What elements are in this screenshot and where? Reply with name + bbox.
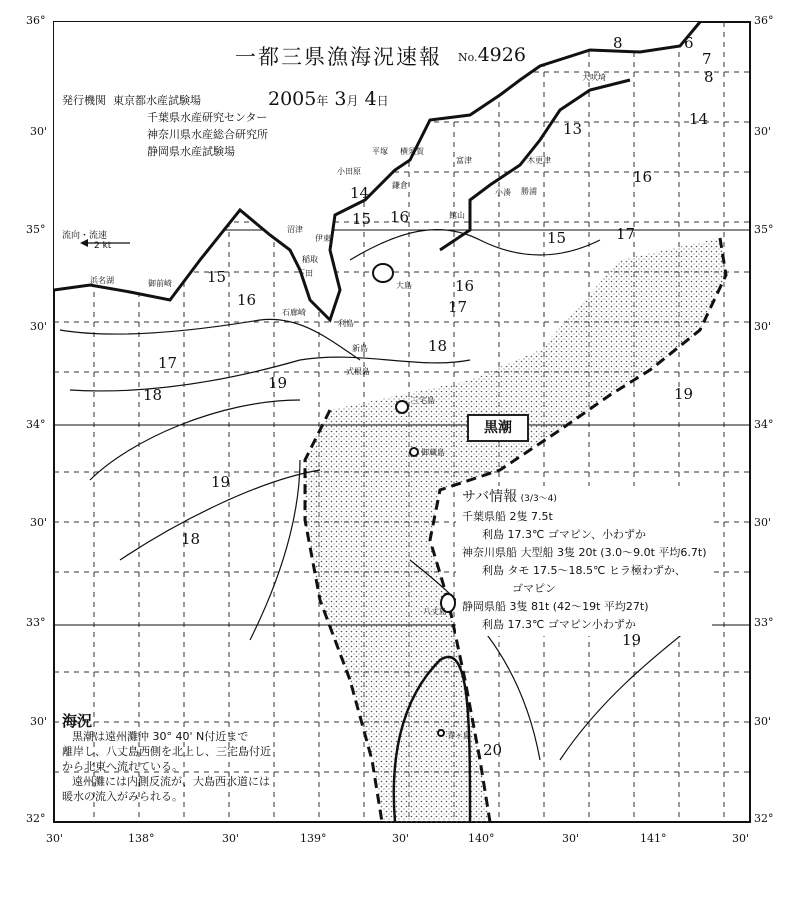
issue-number-value: 4926 — [477, 44, 526, 66]
place-label: 大島 — [396, 281, 412, 290]
summary-line: 遠州灘には内側反流が、大島西水道には — [72, 775, 270, 788]
place-label: 横須賀 — [400, 147, 424, 156]
place-label: 勝浦 — [521, 187, 537, 196]
place-label: 大吠埼 — [582, 73, 606, 82]
lat-label: 36° — [26, 14, 46, 27]
lon-label: 30' — [46, 832, 64, 845]
saba-line: 利島 タモ 17.5～18.5℃ ヒラ極わずか、 — [482, 564, 686, 577]
place-label: 御蔵島 — [421, 448, 445, 457]
contour-label: 18 — [181, 530, 201, 548]
publisher-row-1 — [62, 92, 268, 109]
current-legend-speed: 2 kt — [94, 241, 112, 251]
lat-label: 34° — [26, 418, 46, 431]
lat-label: 34° — [754, 418, 774, 431]
place-label: 伊東 — [315, 234, 331, 243]
place-label: 新島 — [352, 344, 368, 353]
saba-line: 利島 17.3℃ ゴマピン小わずか — [482, 618, 636, 631]
lon-label: 141° — [640, 832, 667, 845]
date-month: 3 — [334, 88, 347, 110]
summary-line: 暖水の流入がみられる。 — [62, 790, 183, 803]
lat-label: 35° — [26, 223, 46, 236]
date-day: 4 — [364, 88, 377, 110]
place-label: 青ヶ島 — [447, 731, 471, 740]
contour-label: 14 — [689, 110, 709, 128]
contour-label: 15 — [547, 229, 567, 247]
lon-label: 30' — [222, 832, 240, 845]
issue-prefix: No. — [458, 51, 478, 64]
current-legend — [62, 228, 111, 251]
contour-label: 15 — [352, 210, 372, 228]
island-mikura — [410, 448, 418, 456]
contour-label: 17 — [616, 225, 636, 243]
place-label: 富津 — [456, 156, 472, 165]
oceanographic-summary — [62, 714, 312, 804]
lat-label: 30' — [754, 320, 772, 333]
lat-label: 30' — [30, 715, 48, 728]
place-label: 小湊 — [495, 188, 511, 197]
contour-label: 18 — [428, 337, 448, 355]
contour-label: 7 — [702, 50, 712, 68]
place-label: 浜名湖 — [90, 276, 114, 285]
contour-label: 19 — [622, 631, 642, 649]
lon-label: 30' — [562, 832, 580, 845]
contour-label: 13 — [563, 120, 583, 138]
saba-line: 利島 17.3℃ ゴマピン、小わずか — [482, 528, 646, 541]
publisher-agency: 東京都水産試験場 — [113, 94, 201, 107]
saba-title: サバ情報 — [462, 489, 518, 505]
contour-label: 14 — [350, 184, 370, 202]
contour-label: 17 — [158, 354, 178, 372]
current-legend-label: 流向・流速 — [62, 231, 108, 241]
date-year: 2005 — [268, 88, 317, 110]
place-label: 八丈島 — [423, 607, 447, 616]
contour-label: 18 — [143, 386, 163, 404]
date-day-unit: 日 — [376, 94, 389, 108]
contour-label: 16 — [237, 291, 257, 309]
lon-label: 30' — [732, 832, 750, 845]
place-label: 稲取 — [302, 255, 318, 264]
publisher-agency: 神奈川県水産総合研究所 — [147, 128, 268, 141]
saba-line: 千葉県船 2隻 7.5t — [462, 510, 553, 523]
contour-label: 6 — [684, 34, 694, 52]
lat-label: 33° — [754, 616, 774, 629]
contour-label: 16 — [390, 208, 410, 226]
contour-label: 16 — [633, 168, 653, 186]
place-label: 平塚 — [372, 147, 388, 156]
kuroshio-label: 黒潮 — [467, 414, 529, 442]
summary-line: 黒潮は遠州灘沖 30° 40' N付近まで — [72, 730, 249, 743]
lon-label: 138° — [128, 832, 155, 845]
contour-label: 19 — [674, 385, 694, 403]
contour-label: 19 — [211, 473, 231, 491]
publisher-agency: 静岡県水産試験場 — [147, 145, 235, 158]
saba-report — [456, 486, 712, 636]
contour-label: 16 — [455, 277, 475, 295]
lat-label: 32° — [26, 812, 46, 825]
island-aogashima — [438, 730, 444, 736]
contour-label: 15 — [207, 268, 227, 286]
issue-date — [268, 88, 389, 110]
summary-line: 離岸し、八丈島西側を北上し、三宅島付近 — [62, 745, 271, 758]
saba-line: 静岡県船 3隻 81t (42～19t 平均27t) — [462, 600, 649, 613]
saba-line: 神奈川県船 大型船 3隻 20t (3.0～9.0t 平均6.7t) — [462, 546, 707, 559]
lat-label: 30' — [754, 125, 772, 138]
lat-label: 30' — [754, 715, 772, 728]
summary-title: 海況 — [62, 712, 93, 730]
publisher-label: 発行機関 — [62, 94, 106, 107]
place-label: 小田原 — [337, 167, 361, 176]
contour-label: 17 — [448, 298, 468, 316]
lat-label: 36° — [754, 14, 774, 27]
date-month-unit: 月 — [346, 94, 359, 108]
place-label: 式根島 — [346, 367, 370, 376]
contour-label: 19 — [268, 374, 288, 392]
contour-label: 8 — [704, 68, 714, 86]
date-year-unit: 年 — [316, 94, 329, 108]
island-oshima — [373, 264, 393, 282]
place-label: 三宅島 — [411, 396, 435, 405]
lat-label: 30' — [754, 516, 772, 529]
place-label: 木更津 — [527, 156, 551, 165]
contour-label: 20 — [483, 741, 503, 759]
lat-label: 30' — [30, 320, 48, 333]
place-label: 利島 — [338, 319, 354, 328]
publisher-block — [62, 92, 268, 160]
lon-label: 140° — [468, 832, 495, 845]
lat-label: 30' — [30, 125, 48, 138]
place-label: 鎌倉 — [392, 181, 408, 190]
place-label: 石廊崎 — [282, 308, 306, 317]
lat-label: 30' — [30, 516, 48, 529]
island-miyake — [396, 401, 408, 413]
place-label: 沼津 — [287, 225, 303, 234]
place-label: 館山 — [449, 211, 465, 220]
issue-number — [458, 44, 526, 66]
lon-label: 30' — [392, 832, 410, 845]
chart-title: 一都三県漁海況速報 — [235, 45, 442, 69]
lat-label: 33° — [26, 616, 46, 629]
saba-period: (3/3～4) — [520, 494, 557, 504]
contour-label: 8 — [613, 34, 623, 52]
lon-label: 139° — [300, 832, 327, 845]
lat-label: 32° — [754, 812, 774, 825]
summary-line: から北東へ流れている。 — [62, 760, 183, 773]
saba-line: ゴマピン — [512, 582, 556, 595]
place-label: 下田 — [297, 269, 313, 278]
lat-label: 35° — [754, 223, 774, 236]
place-label: 御前崎 — [148, 279, 172, 288]
publisher-agency: 千葉県水産研究センター — [147, 111, 268, 124]
